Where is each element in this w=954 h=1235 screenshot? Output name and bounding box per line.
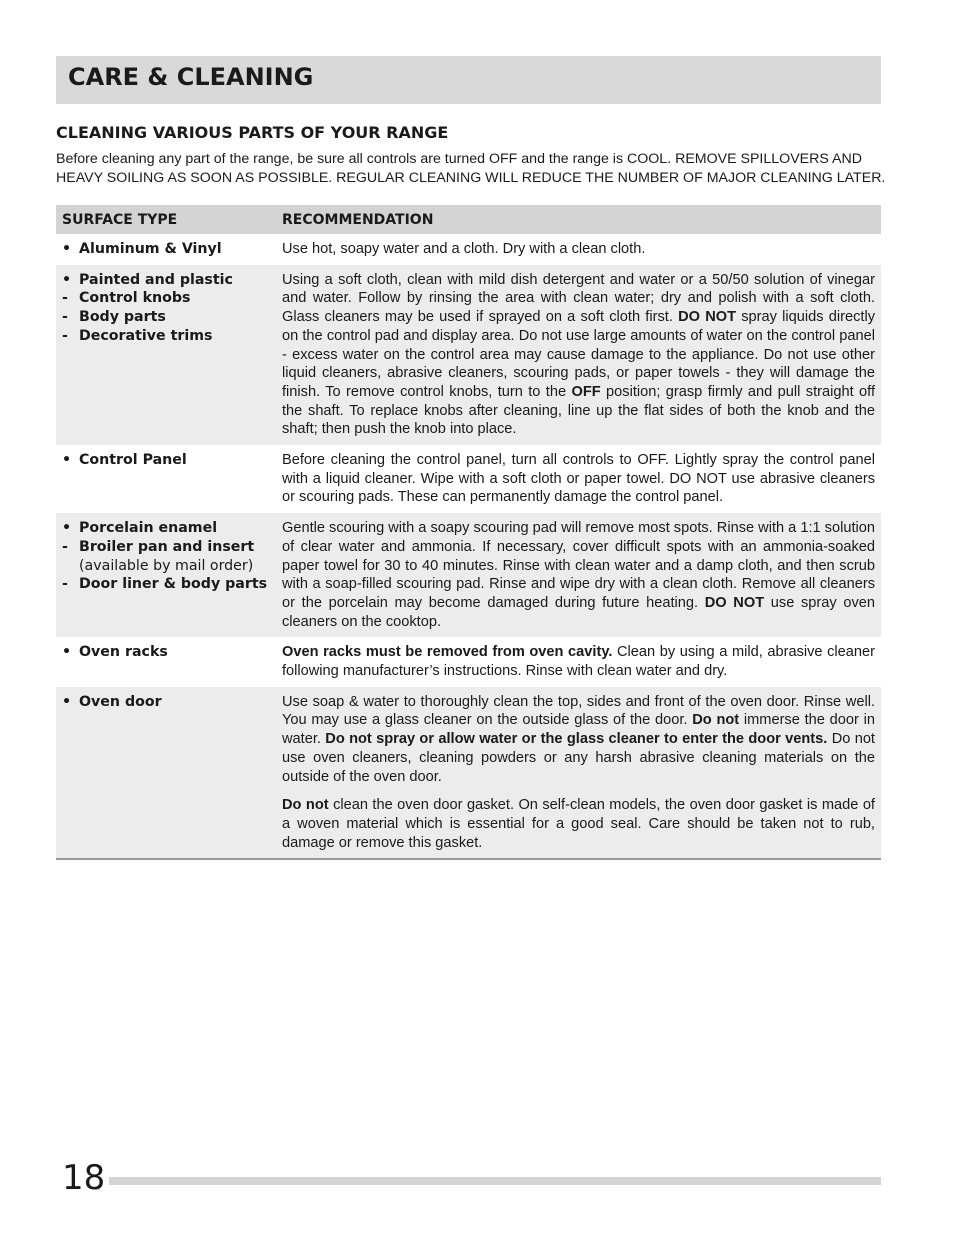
body-text: Before cleaning the control panel, turn all controls to OFF. Lightly spray the control panel with a liquid cleaner. Wipe with a soft cloth or paper towel. DO NOT use abrasive cleaners or scouring pads. These can permanently damage the control panel. <box>282 452 875 506</box>
table-row <box>56 513 881 637</box>
section-title: CLEANING VARIOUS PARTS OF YOUR RANGE <box>56 123 449 142</box>
emphasis-text: DO NOT <box>704 594 765 611</box>
surface-label: Decorative trims <box>79 327 213 344</box>
surface-cell <box>56 265 276 445</box>
body-text: immerse the door in water. <box>282 712 875 748</box>
surface-label: (available by mail order) <box>79 557 254 574</box>
surface-label: Porcelain enamel <box>79 520 218 537</box>
emphasis-text: Oven racks must be removed from oven cavity. <box>282 644 613 661</box>
dash-marker: - <box>62 576 68 593</box>
surface-item <box>62 538 270 557</box>
emphasis-text: Do not <box>282 797 329 814</box>
surface-label: Control knobs <box>79 290 191 307</box>
body-text: Clean by using a mild, abrasive cleaner following manufacturer’s instructions. Rinse with clean water and dry. <box>282 644 875 680</box>
surface-cell <box>56 687 276 860</box>
surface-item <box>62 693 270 712</box>
page-title: CARE & CLEANING <box>68 63 314 91</box>
surface-label: Oven racks <box>79 644 168 661</box>
dash-marker <box>62 557 79 576</box>
recommendation-cell <box>276 513 881 637</box>
emphasis-text: Do not <box>692 712 740 729</box>
surface-item <box>62 308 270 327</box>
surface-label: Body parts <box>79 309 166 326</box>
page-number: 18 <box>62 1158 109 1198</box>
emphasis-text: Do not spray or allow water or the glass cleaner to enter the door vents. <box>325 731 828 748</box>
dash-marker: - <box>62 290 68 307</box>
intro-text <box>56 150 886 188</box>
body-text: clean the oven door gasket. On self-clean models, the oven door gasket is made of a woven material which is essential for a good seal. Care should be taken not to rub, damage or remove this gasket. <box>282 797 875 851</box>
surface-item <box>62 240 270 259</box>
bullet-marker: • <box>62 271 72 288</box>
table-row <box>56 265 881 445</box>
surface-item <box>62 575 270 594</box>
recommendation-paragraph <box>282 240 875 259</box>
surface-item <box>62 327 270 346</box>
dash-marker: - <box>62 327 68 344</box>
recommendation-cell <box>276 445 881 513</box>
recommendation-cell <box>276 234 881 265</box>
surface-cell <box>56 513 276 637</box>
recommendation-cell <box>276 637 881 686</box>
table-row <box>56 234 881 265</box>
surface-item <box>62 289 270 308</box>
dash-marker: - <box>62 538 68 555</box>
bullet-marker: • <box>62 241 72 257</box>
surface-cell <box>56 637 276 686</box>
bullet-marker: • <box>62 644 72 661</box>
surface-item <box>62 519 270 538</box>
recommendation-paragraph <box>282 643 875 680</box>
recommendation-paragraph <box>282 796 875 852</box>
recommendation-paragraph <box>282 451 875 507</box>
surface-item <box>62 557 270 576</box>
dash-marker: - <box>62 309 68 326</box>
surface-label: Broiler pan and insert <box>79 538 255 555</box>
body-text: Using a soft cloth, clean with mild dish detergent and water or a 50/50 solution of vinegar and water. Follow by rinsing the area with clean water; dry and polish with a soft cloth. Glass cleaners may be used if sprayed on a soft cloth first. <box>282 271 875 326</box>
surface-item <box>62 643 270 662</box>
emphasis-text: DO NOT <box>678 309 737 326</box>
recommendation-cell <box>276 265 881 445</box>
recommendation-header: RECOMMENDATION <box>276 205 881 234</box>
body-text: Use soap & water to thoroughly clean the top, sides and front of the oven door. Rinse well. You may use a glass cleaner on the outside glass of the door. <box>282 693 875 729</box>
surface-cell <box>56 445 276 513</box>
surface-label: Aluminum & Vinyl <box>79 241 222 257</box>
surface-label: Control Panel <box>79 452 187 469</box>
bullet-marker: • <box>62 452 72 469</box>
body-text: spray liquids directly on the control pad and display area. Do not use large amounts of water on the control panel - excess water on the control area may cause damage to the appliance. Do not use other liquid cleaners, abrasive cleaners, scouring pads, or paper towels - they will damage the finish. To remove control knobs, turn to the <box>282 309 875 400</box>
recommendation-paragraph <box>282 271 875 439</box>
body-text: position; grasp firmly and pull straight off the shaft. To replace knobs after cleaning, line up the flat sides of both the knob and the shaft; then push the knob into place. <box>282 383 875 438</box>
emphasis-text: OFF <box>571 383 601 400</box>
surface-label: Door liner & body parts <box>79 576 268 593</box>
body-text: Gentle scouring with a soapy scouring pad will remove most spots. Rinse with a 1:1 solution of clear water and ammonia. If necessary, cover difficult spots with an ammonia-soaked paper towel for 30 to 40 minutes. Rinse with clean water and a damp cloth, and then scrub with a soap-filled scouring pad. Rinse and wipe dry with a clean cloth. Remove all cleaners or the porcelain may become damaged during future heating. <box>282 520 875 611</box>
bullet-marker: • <box>62 520 72 537</box>
header-bar <box>56 56 881 104</box>
surface-label: Oven door <box>79 693 162 710</box>
table-row <box>56 637 881 686</box>
table-row <box>56 687 881 860</box>
surface-label: Painted and plastic <box>79 271 233 288</box>
care-table <box>56 205 881 860</box>
surface-item <box>62 271 270 290</box>
intro-paragraph: Before cleaning any part of the range, be sure all controls are turned OFF and the range is COOL. REMOVE SPILLOVERS AND HEAVY SOILING AS SOON AS POSSIBLE. REGULAR CLEANING WILL REDUCE THE NUMBER OF MAJOR CLEANING LATER. <box>56 151 886 186</box>
table-header-row <box>56 205 881 234</box>
table-row <box>56 445 881 513</box>
surface-item <box>62 451 270 470</box>
surface-cell <box>56 234 276 265</box>
surface-type-header: SURFACE TYPE <box>56 205 276 234</box>
body-text: use spray oven cleaners on the cooktop. <box>282 594 875 630</box>
body-text: Do not use oven cleaners, cleaning powders or any harsh abrasive cleaning materials on the outside of the oven door. <box>282 731 875 785</box>
recommendation-paragraph <box>282 693 875 787</box>
body-text: Use hot, soapy water and a cloth. Dry with a clean cloth. <box>282 241 646 257</box>
recommendation-paragraph <box>282 519 875 631</box>
recommendation-cell <box>276 687 881 860</box>
bullet-marker: • <box>62 693 72 710</box>
footer-bar <box>100 1177 881 1185</box>
table-body <box>56 234 881 859</box>
